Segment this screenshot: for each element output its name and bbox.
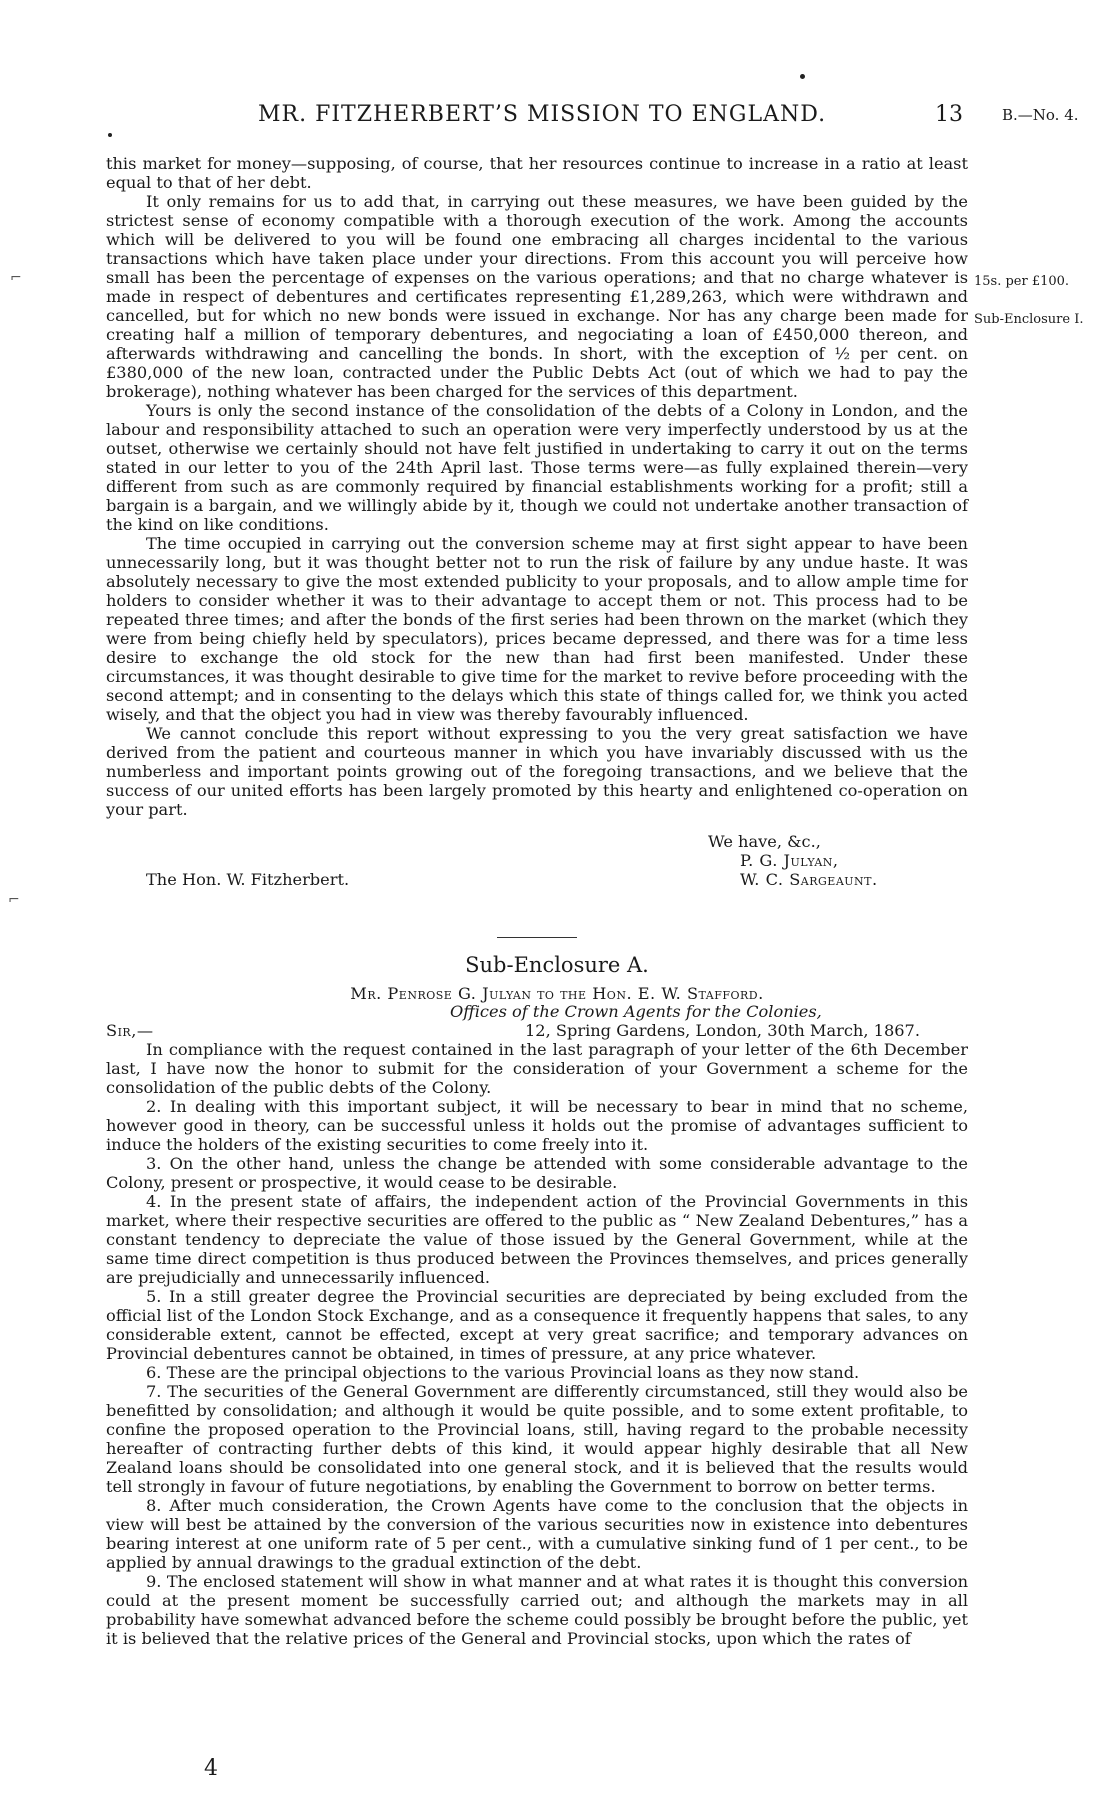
correspondents-line: Mr. Penrose G. Julyan to the Hon. E. W. Stafford. <box>350 984 764 1003</box>
sub-enclosure-body <box>106 1040 968 1648</box>
edge-mark: ⌐ <box>8 892 20 908</box>
office-line: Offices of the Crown Agents for the Colonies, <box>450 1002 822 1021</box>
paragraph: In compliance with the request contained in the last paragraph of your letter of the 6th December last, I have now the honor to submit for the consideration of your Government a scheme for the consolidation of the public debts of the Colony. <box>106 1040 968 1097</box>
paragraph: We cannot conclude this report without expressing to you the very great satisfaction we have derived from the patient and courteous manner in which you have invariably discussed with us the numberless and important points growing out of the foregoing transactions, and we believe that the success of our united efforts has been largely promoted by this hearty and enlightened co-operation on your part. <box>106 724 968 819</box>
paragraph: The time occupied in carrying out the conversion scheme may at first sight appear to have been unnecessarily long, but it was thought better not to run the risk of failure by any undue haste. It was absolutely necessary to give the most extended publicity to your proposals, and to allow ample time for holders to consider whether it was to their advantage to accept them or not. This process had to be repeated three times; and after the bonds of the first series had been thrown on the market (which they were from being chiefly held by speculators), prices became depressed, and there was for a time less desire to exchange the old stock for the new than had first been manifested. Under these circumstances, it was thought desirable to give time for the market to revive before proceeding with the second attempt; and in consenting to the delays which this state of things called for, we think you acted wisely, and that the object you had in view was thereby favourably influenced. <box>106 534 968 724</box>
ink-dot <box>800 74 805 79</box>
paragraph: 7. The securities of the General Government are differently circumstanced, still they would also be benefitted by consolidation; and although it would be quite possible, and to some extent profitable, to confine the proposed operation to the Provincial loans, still, having regard to the probable necessity hereafter of contracting further debts of this kind, it would appear highly desirable that all New Zealand loans should be consolidated into one general stock, and it is believed that the results would tell strongly in favour of future negotiations, by enabling the Government to borrow on better terms. <box>106 1382 968 1496</box>
signer-sargeaunt: W. C. Sargeaunt. <box>740 870 878 889</box>
paragraph: 8. After much consideration, the Crown Agents have come to the conclusion that the objects in view will best be attained by the conversion of the various securities now in existence into debentures bearing interest at one uniform rate of 5 per cent., with a cumulative sinking fund of 1 per cent., to be applied by annual drawings to the gradual extinction of the debt. <box>106 1496 968 1572</box>
section-divider <box>497 937 577 938</box>
paragraph: Yours is only the second instance of the consolidation of the debts of a Colony in London, and the labour and responsibility attached to such an operation were very imperfectly understood by us at the outset, otherwise we certainly should not have felt justified in undertaking to carry it out on the terms stated in our letter to you of the 24th April last. Those terms were—as fully explained therein—very different from such as are commonly required by financial establishments working for a profit; still a bargain is a bargain, and we willingly abide by it, though we could not undertake another transaction of the kind on like conditions. <box>106 401 968 534</box>
margin-note-sub-enclosure: Sub-Enclosure I. <box>974 312 1084 327</box>
running-title: MR. FITZHERBERT’S MISSION TO ENGLAND. <box>258 102 827 127</box>
paragraph: 9. The enclosed statement will show in what manner and at what rates it is thought this conversion could at the present moment be successfully carried out; and although the markets may in all probability have somewhat advanced before the scheme could possibly be brought before the public, yet it is believed that the relative prices of the General and Provincial stocks, upon which the rates of <box>106 1572 968 1648</box>
sub-enclosure-heading: Sub-Enclosure A. <box>465 953 649 977</box>
edge-mark: ⌐ <box>10 270 22 286</box>
closing: We have, &c., <box>708 832 821 851</box>
paragraph: It only remains for us to add that, in carrying out these measures, we have been guided by the strictest sense of economy compatible with a thorough execution of the work. Among the accounts which will be delivered to you will be found one embracing all charges incidental to the various transactions which have taken place under your directions. From this account you will perceive how small has been the percentage of expenses on the various operations; and that no charge whatever is made in respect of debentures and certificates representing £1,289,263, which were withdrawn and cancelled, but for which no new bonds were issued in exchange. Nor has any charge been made for creating half a million of temporary debentures, and negociating a loan of £450,000 thereon, and afterwards withdrawing and cancelling the bonds. In short, with the exception of ½ per cent. on £380,000 of the new loan, contracted under the Public Debts Act (out of which we had to pay the brokerage), nothing whatever has been charged for the services of this department. <box>106 192 968 401</box>
paragraph: 2. In dealing with this important subject, it will be necessary to bear in mind that no scheme, however good in theory, can be successful unless it holds out the promise of advantages sufficient to induce the holders of the existing securities to come freely into it. <box>106 1097 968 1154</box>
signature-mark: 4 <box>204 1756 218 1781</box>
page-number: 13 <box>935 102 963 127</box>
paragraph: 6. These are the principal objections to the various Provincial loans as they now stand. <box>146 1363 860 1382</box>
paragraph: 5. In a still greater degree the Provincial securities are depreciated by being excluded from the official list of the London Stock Exchange, and as a consequence it frequently happens that sales, to any considerable extent, cannot be effected, except at very great sacrifice; and temporary advances on Provincial debentures cannot be obtained, in times of pressure, at any price whatever. <box>106 1287 968 1363</box>
address-date: 12, Spring Gardens, London, 30th March, 1867. <box>525 1021 920 1040</box>
document-reference: B.—No. 4. <box>1002 106 1079 124</box>
ink-dot <box>108 133 112 137</box>
margin-note-rate: 15s. per £100. <box>974 274 1070 289</box>
salutation: Sir,— <box>106 1021 154 1040</box>
paragraph: 4. In the present state of affairs, the independent action of the Provincial Governments in this market, where their respective securities are offered to the public as “ New Zealand Debentures,” has a constant tendency to depreciate the value of those issued by the General Government, while at the same time direct competition is thus produced between the Provinces themselves, and prices generally are prejudicially and unnecessarily influenced. <box>106 1192 968 1287</box>
page-header <box>0 102 1114 132</box>
addressee: The Hon. W. Fitzherbert. <box>146 870 350 889</box>
paragraph: this market for money—supposing, of course, that her resources continue to increase in a ratio at least equal to that of her debt. <box>106 154 968 192</box>
paragraph: 3. On the other hand, unless the change be attended with some considerable advantage to the Colony, present or prospective, it would cease to be desirable. <box>106 1154 968 1192</box>
signer-julyan: P. G. Julyan, <box>740 851 839 870</box>
letter-body <box>106 154 968 819</box>
